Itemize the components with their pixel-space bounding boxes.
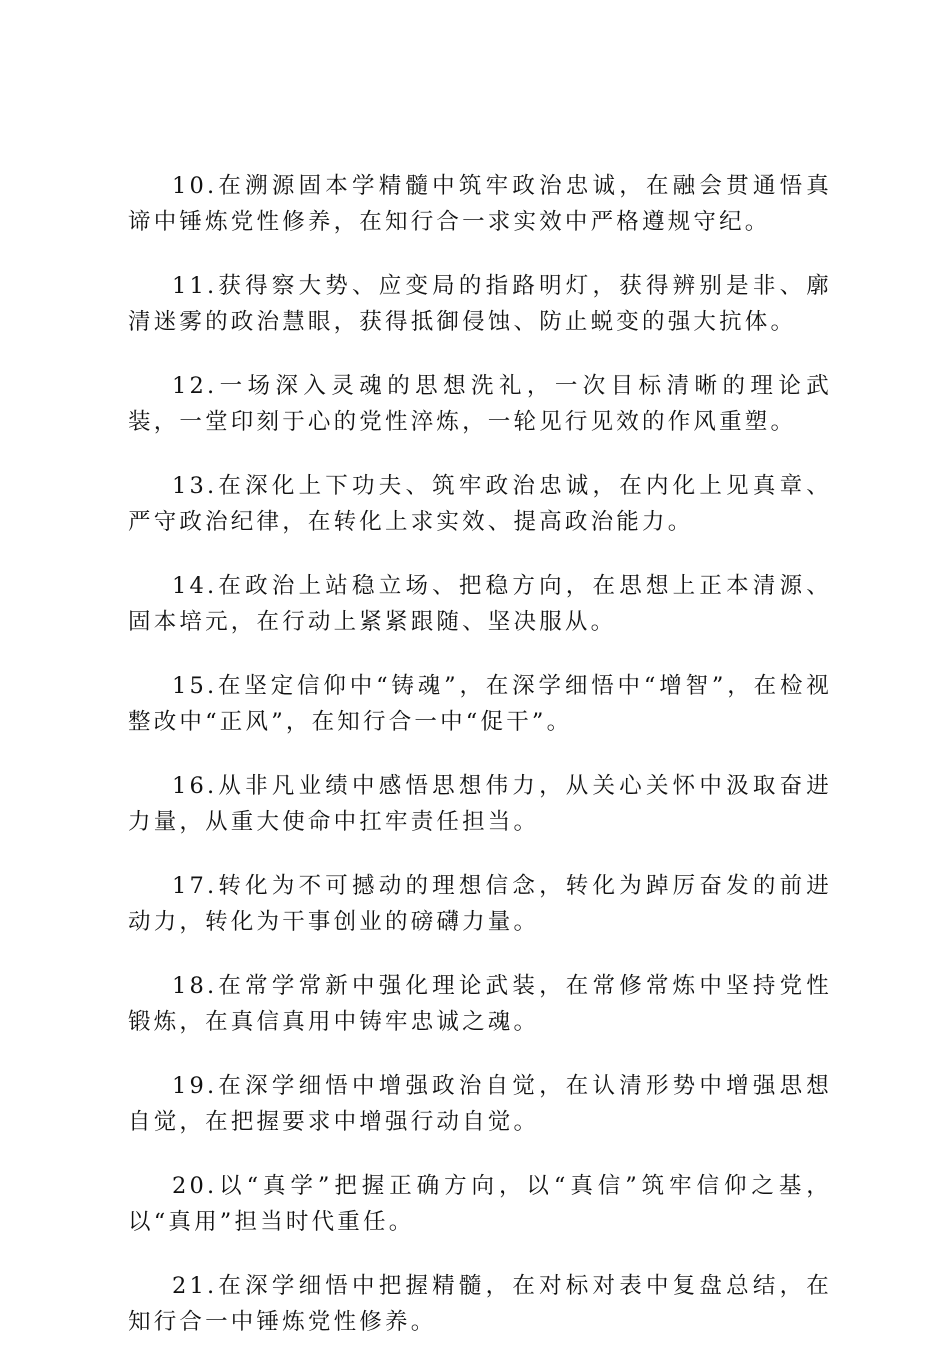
paragraph-14: 14.在政治上站稳立场、把稳方向，在思想上正本清源、固本培元，在行动上紧紧跟随、坚决服从。 — [128, 573, 832, 635]
paragraph-12: 12.一场深入灵魂的思想洗礼，一次目标清晰的理论武装，一堂印刻于心的党性淬炼，一轮见行见效的作风重塑。 — [128, 373, 832, 435]
paragraph-18: 18.在常学常新中强化理论武装，在常修常炼中坚持党性锻炼，在真信真用中铸牢忠诚之魂。 — [128, 973, 832, 1035]
paragraph-17: 17.转化为不可撼动的理想信念，转化为踔厉奋发的前进动力，转化为干事创业的磅礴力量。 — [128, 873, 832, 935]
paragraph-21: 21.在深学细悟中把握精髓，在对标对表中复盘总结，在知行合一中锤炼党性修养。 — [128, 1273, 832, 1335]
paragraph-16: 16.从非凡业绩中感悟思想伟力，从关心关怀中汲取奋进力量，从重大使命中扛牢责任担当。 — [128, 773, 832, 835]
document-body — [128, 168, 832, 1368]
paragraph-13: 13.在深化上下功夫、筑牢政治忠诚，在内化上见真章、严守政治纪律，在转化上求实效、提高政治能力。 — [128, 473, 832, 535]
paragraph-10: 10.在溯源固本学精髓中筑牢政治忠诚，在融会贯通悟真谛中锤炼党性修养，在知行合一求实效中严格遵规守纪。 — [128, 173, 832, 235]
paragraph-15: 15.在坚定信仰中“铸魂”，在深学细悟中“增智”，在检视整改中“正风”，在知行合一中“促干”。 — [128, 673, 832, 735]
paragraph-11: 11.获得察大势、应变局的指路明灯，获得辨别是非、廓清迷雾的政治慧眼，获得抵御侵蚀、防止蜕变的强大抗体。 — [128, 273, 832, 335]
paragraph-19: 19.在深学细悟中增强政治自觉，在认清形势中增强思想自觉，在把握要求中增强行动自觉。 — [128, 1073, 832, 1135]
paragraph-20: 20.以“真学”把握正确方向，以“真信”筑牢信仰之基，以“真用”担当时代重任。 — [128, 1173, 832, 1235]
